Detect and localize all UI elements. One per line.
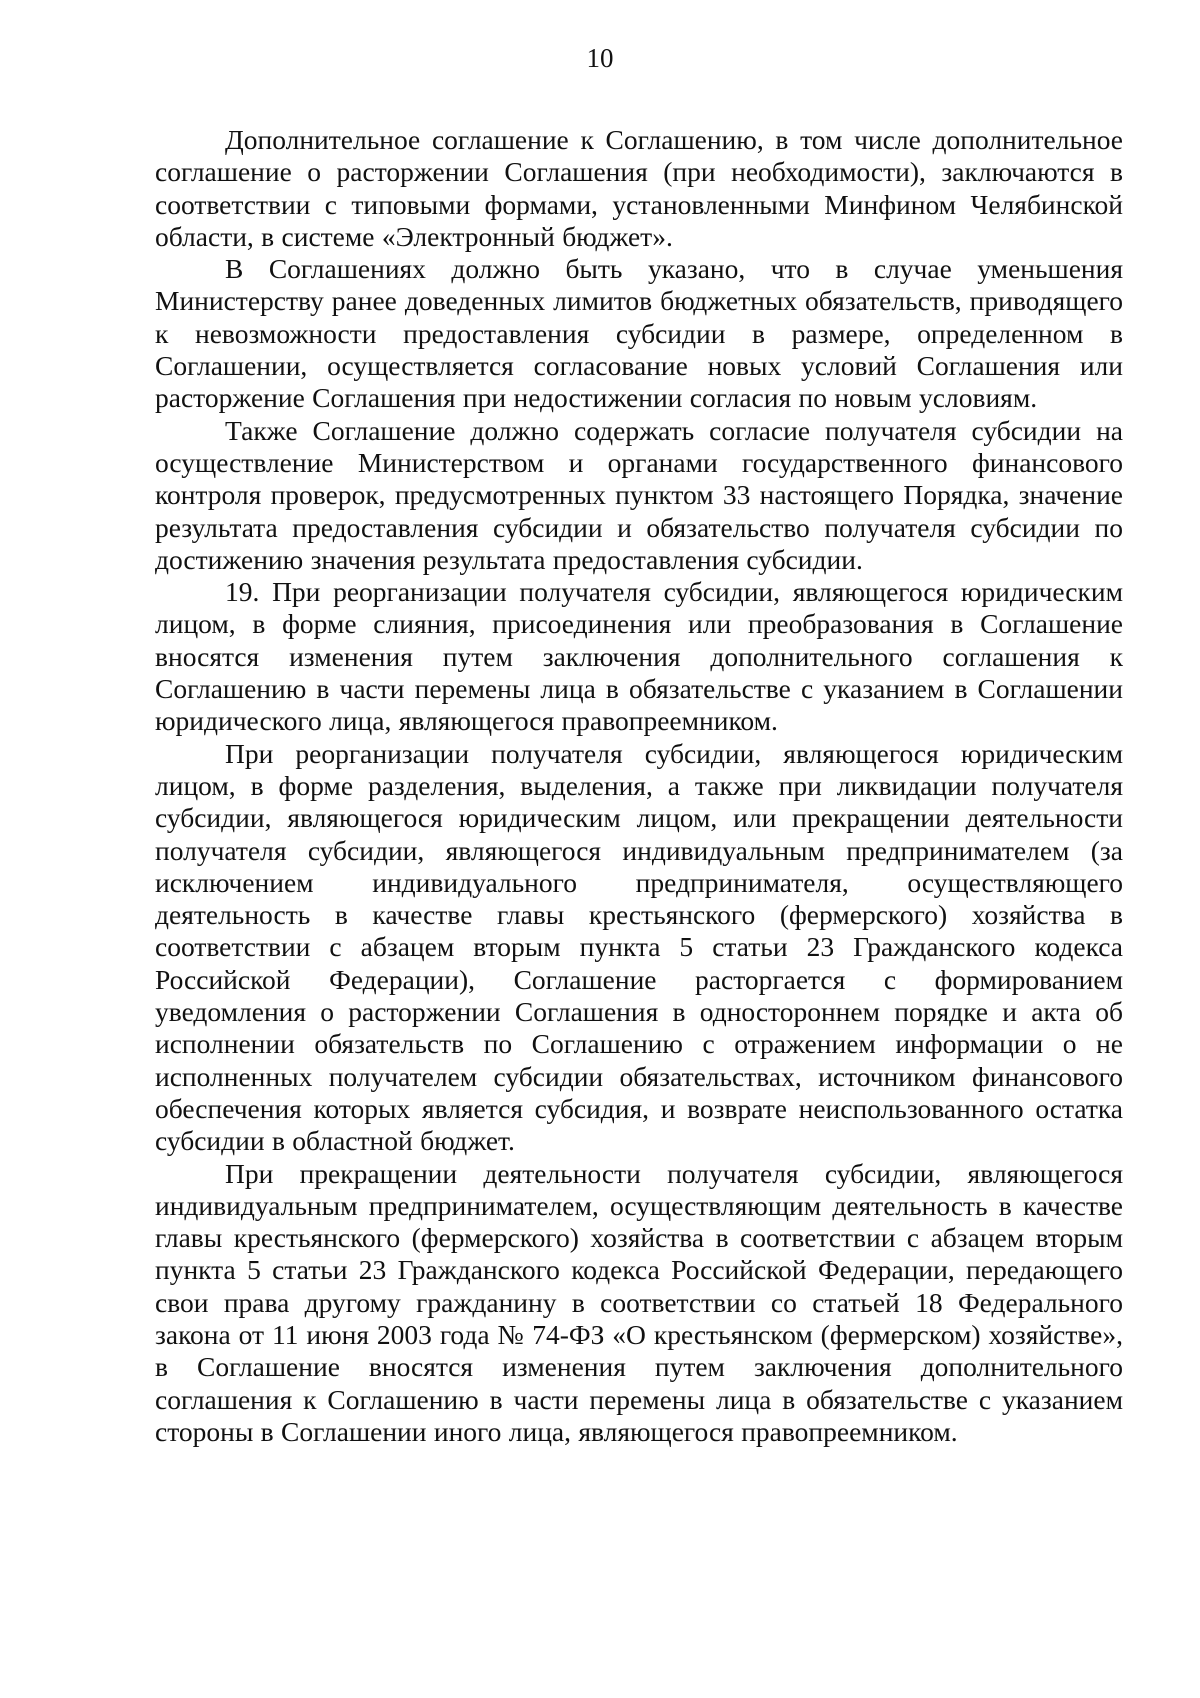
paragraph-division-liquidation: При реорганизации получателя субсидии, являющегося юридическим лицом, в форме разделения, выделения, а также при ликвидации получателя субсидии, являющегося юридическим лицом, или прекращении деятельности получателя субсидии, являющегося индивидуальным предпринимателем (за исключением индивидуального предпринимателя, осуществляющего деятельность в качестве главы крестьянского (фермерского) хозяйства в соответствии с абзацем вторым пункта 5 статьи 23 Гражданского кодекса Российской Федерации), Соглашение расторгается с формированием уведомления о расторжении Соглашения в одностороннем порядке и акта об исполнении обязательств по Соглашению с отражением информации о не исполненных получателем субсидии обязательствах, источником финансового обеспечения которых является субсидия, и возврате неиспользованного остатка субсидии в областной бюджет. [155, 737, 1123, 1157]
paragraph-additional-agreement: Дополнительное соглашение к Соглашению, в том числе дополнительное соглашение о расторжении Соглашения (при необходимости), заключаются в соответствии с типовыми формами, установленными Минфином Челябинской области, в системе «Электронный бюджет». [155, 124, 1123, 252]
page-number: 10 [586, 43, 614, 73]
paragraph-limits-reduction: В Соглашениях должно быть указано, что в случае уменьшения Министерству ранее доведенных лимитов бюджетных обязательств, приводящего к невозможности предоставления субсидии в размере, определенном в Соглашении, осуществляется согласование новых условий Соглашения или расторжение Соглашения при недостижении согласия по новым условиям. [155, 253, 1123, 414]
document-body [155, 124, 1123, 1448]
paragraph-consent-to-inspections: Также Соглашение должно содержать согласие получателя субсидии на осуществление Министерством и органами государственного финансового контроля проверок, предусмотренных пунктом 33 настоящего Порядка, значение результата предоставления субсидии и обязательство получателя субсидии по достижению значения результата предоставления субсидии. [155, 414, 1123, 575]
paragraph-item-19-reorganization: 19. При реорганизации получателя субсидии, являющегося юридическим лицом, в форме слияния, присоединения или преобразования в Соглашение вносятся изменения путем заключения дополнительного соглашения к Соглашению в части перемены лица в обязательстве с указанием в Соглашении юридического лица, являющегося правопреемником. [155, 576, 1123, 737]
paragraph-farm-head-termination: При прекращении деятельности получателя субсидии, являющегося индивидуальным предпринимателем, осуществляющим деятельность в качестве главы крестьянского (фермерского) хозяйства в соответствии с абзацем вторым пункта 5 статьи 23 Гражданского кодекса Российской Федерации, передающего свои права другому гражданину в соответствии со статьей 18 Федерального закона от 11 июня 2003 года № 74-ФЗ «О крестьянском (фермерском) хозяйстве», в Соглашение вносятся изменения путем заключения дополнительного соглашения к Соглашению в части перемены лица в обязательстве с указанием стороны в Соглашении иного лица, являющегося правопреемником. [155, 1157, 1123, 1447]
